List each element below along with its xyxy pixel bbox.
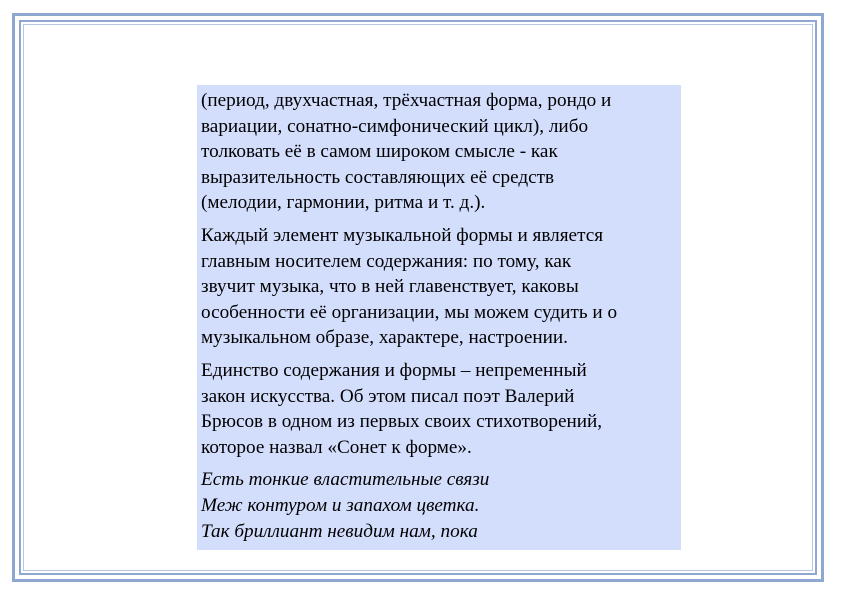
text-box [197, 85, 681, 550]
poem-line: Меж контуром и запахом цветка. [201, 494, 480, 516]
poem-excerpt [201, 467, 677, 544]
poem-line: Есть тонкие властительные связи [201, 469, 490, 491]
paragraph-unity-of-content-and-form: Единство содержания и формы – непременный закон искусства. Об этом писал поэт Валерий Брюсов в одном из первых своих стихотворений, которое назвал «Сонет к форме». [201, 359, 603, 458]
paragraph-form-elements: Каждый элемент музыкальной формы и является главным носителем содержания: по тому, как звучит музыка, что в ней главенствует, каковы особенности её организации, мы можем судить и о музыкальном образе, характере, настроении. [201, 224, 618, 349]
paragraph-musical-forms: (период, двухчастная, трёхчастная форма, рондо и вариации, сонатно-симфонический цикл), либо толковать её в самом широком смысле - как выразительность составляющих её средств (мелодии, гармонии, ритма и т. д.). [201, 90, 612, 214]
poem-line: Так бриллиант невидим нам, пока [201, 520, 478, 542]
